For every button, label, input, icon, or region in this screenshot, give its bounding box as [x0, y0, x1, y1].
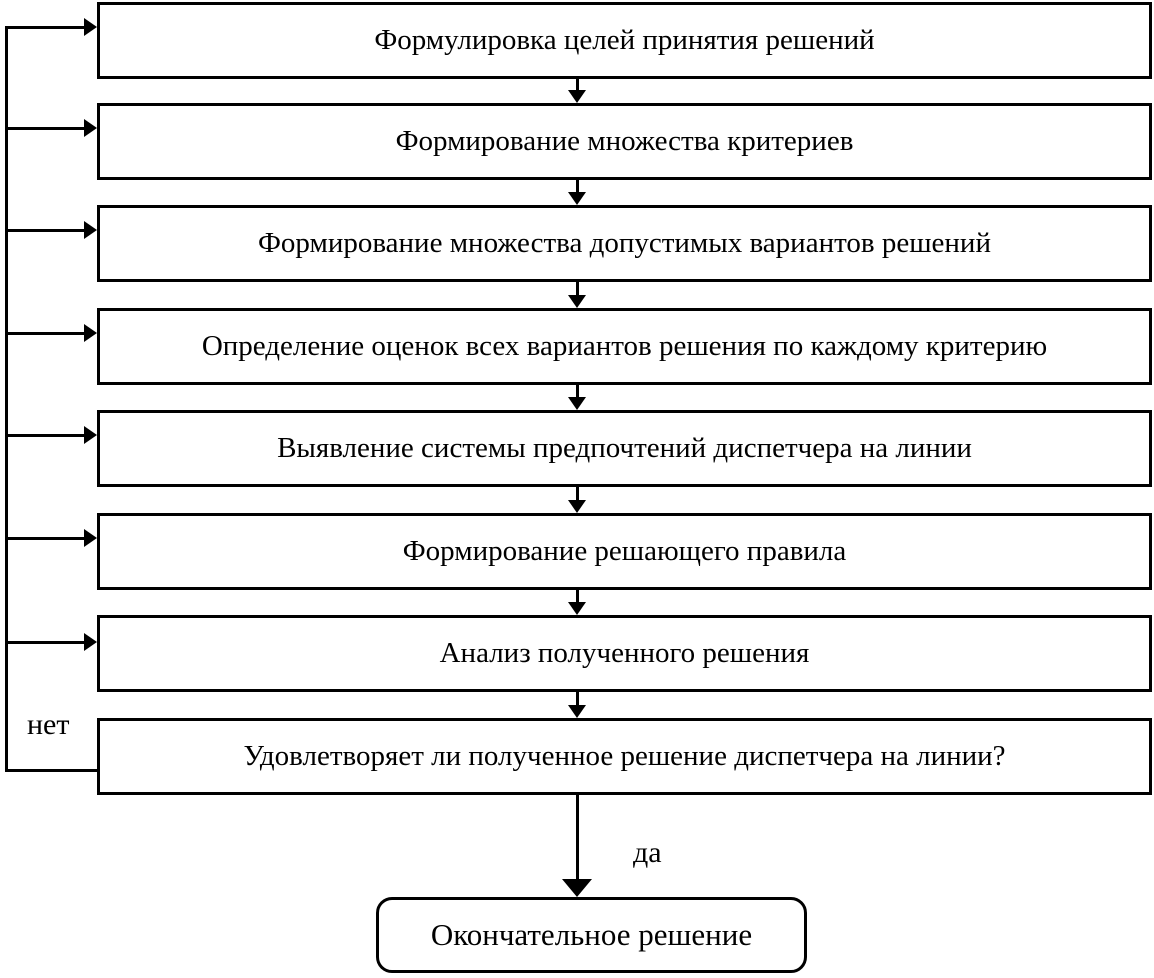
arrow-shaft — [576, 795, 579, 879]
flow-step-3 — [97, 205, 1152, 282]
final-step-box — [376, 897, 807, 973]
flow-step-2-label: Формирование множества критериев — [395, 124, 854, 157]
arrowhead-down-icon — [568, 500, 586, 513]
feedback-arrow-step-4 — [5, 323, 97, 343]
arrow-shaft — [576, 79, 579, 90]
arrow-step-2-to-3 — [567, 180, 587, 205]
arrowhead-right-icon — [84, 529, 97, 547]
arrow-shaft — [576, 385, 579, 397]
arrow-step-5-to-6 — [567, 487, 587, 513]
arrow-shaft — [5, 641, 84, 644]
flow-step-4 — [97, 308, 1152, 385]
feedback-arrow-step-3 — [5, 220, 97, 240]
final-step-label: Окончательное решение — [430, 917, 753, 952]
arrow-shaft — [576, 282, 579, 295]
arrow-shaft — [576, 692, 579, 705]
arrow-decision-to-final — [562, 795, 592, 897]
yes-branch-label: да — [633, 836, 662, 869]
arrowhead-down-icon — [568, 192, 586, 205]
flow-step-2 — [97, 103, 1152, 180]
flow-step-4-label: Определение оценок всех вариантов решения по каждому критерию — [201, 329, 1048, 362]
arrow-shaft — [5, 537, 84, 540]
arrow-shaft — [5, 127, 84, 130]
arrow-shaft — [5, 434, 84, 437]
arrow-step-1-to-2 — [567, 79, 587, 103]
flow-step-5-label: Выявление системы предпочтений диспетчера на линии — [277, 431, 972, 464]
flow-step-1 — [97, 2, 1152, 79]
flow-step-8-decision — [97, 718, 1152, 795]
arrow-shaft — [576, 180, 579, 192]
flow-step-5 — [97, 410, 1152, 487]
flow-step-7-label: Анализ полученного решения — [439, 636, 810, 669]
feedback-arrow-step-2 — [5, 118, 97, 138]
arrow-step-7-to-8 — [567, 692, 587, 718]
feedback-arrow-step-1 — [5, 17, 97, 37]
arrowhead-right-icon — [84, 221, 97, 239]
flow-step-7 — [97, 615, 1152, 692]
feedback-arrow-step-5 — [5, 425, 97, 445]
arrowhead-down-icon — [568, 90, 586, 103]
arrowhead-down-icon — [568, 705, 586, 718]
no-branch-label: нет — [27, 708, 70, 741]
flow-step-1-label: Формулировка целей принятия решений — [374, 23, 875, 56]
arrow-shaft — [5, 26, 84, 29]
arrow-step-4-to-5 — [567, 385, 587, 410]
arrowhead-right-icon — [84, 18, 97, 36]
flow-step-6-label: Формирование решающего правила — [402, 534, 847, 567]
arrow-shaft — [5, 332, 84, 335]
flow-step-8-label: Удовлетворяет ли полученное решение диспетчера на линии? — [243, 739, 1006, 772]
arrowhead-right-icon — [84, 119, 97, 137]
flow-step-6 — [97, 513, 1152, 590]
arrowhead-down-icon — [562, 879, 592, 897]
flow-step-3-label: Формирование множества допустимых вариантов решений — [258, 226, 991, 259]
arrowhead-right-icon — [84, 324, 97, 342]
arrowhead-down-icon — [568, 397, 586, 410]
arrow-shaft — [576, 487, 579, 500]
feedback-arrow-step-6 — [5, 528, 97, 548]
arrow-step-3-to-4 — [567, 282, 587, 308]
feedback-arrow-step-7 — [5, 632, 97, 652]
arrow-shaft — [5, 229, 84, 232]
arrowhead-right-icon — [84, 426, 97, 444]
arrow-step-6-to-7 — [567, 590, 587, 615]
feedback-return-line — [5, 769, 97, 772]
arrowhead-right-icon — [84, 633, 97, 651]
arrow-shaft — [576, 590, 579, 602]
arrowhead-down-icon — [568, 295, 586, 308]
arrowhead-down-icon — [568, 602, 586, 615]
